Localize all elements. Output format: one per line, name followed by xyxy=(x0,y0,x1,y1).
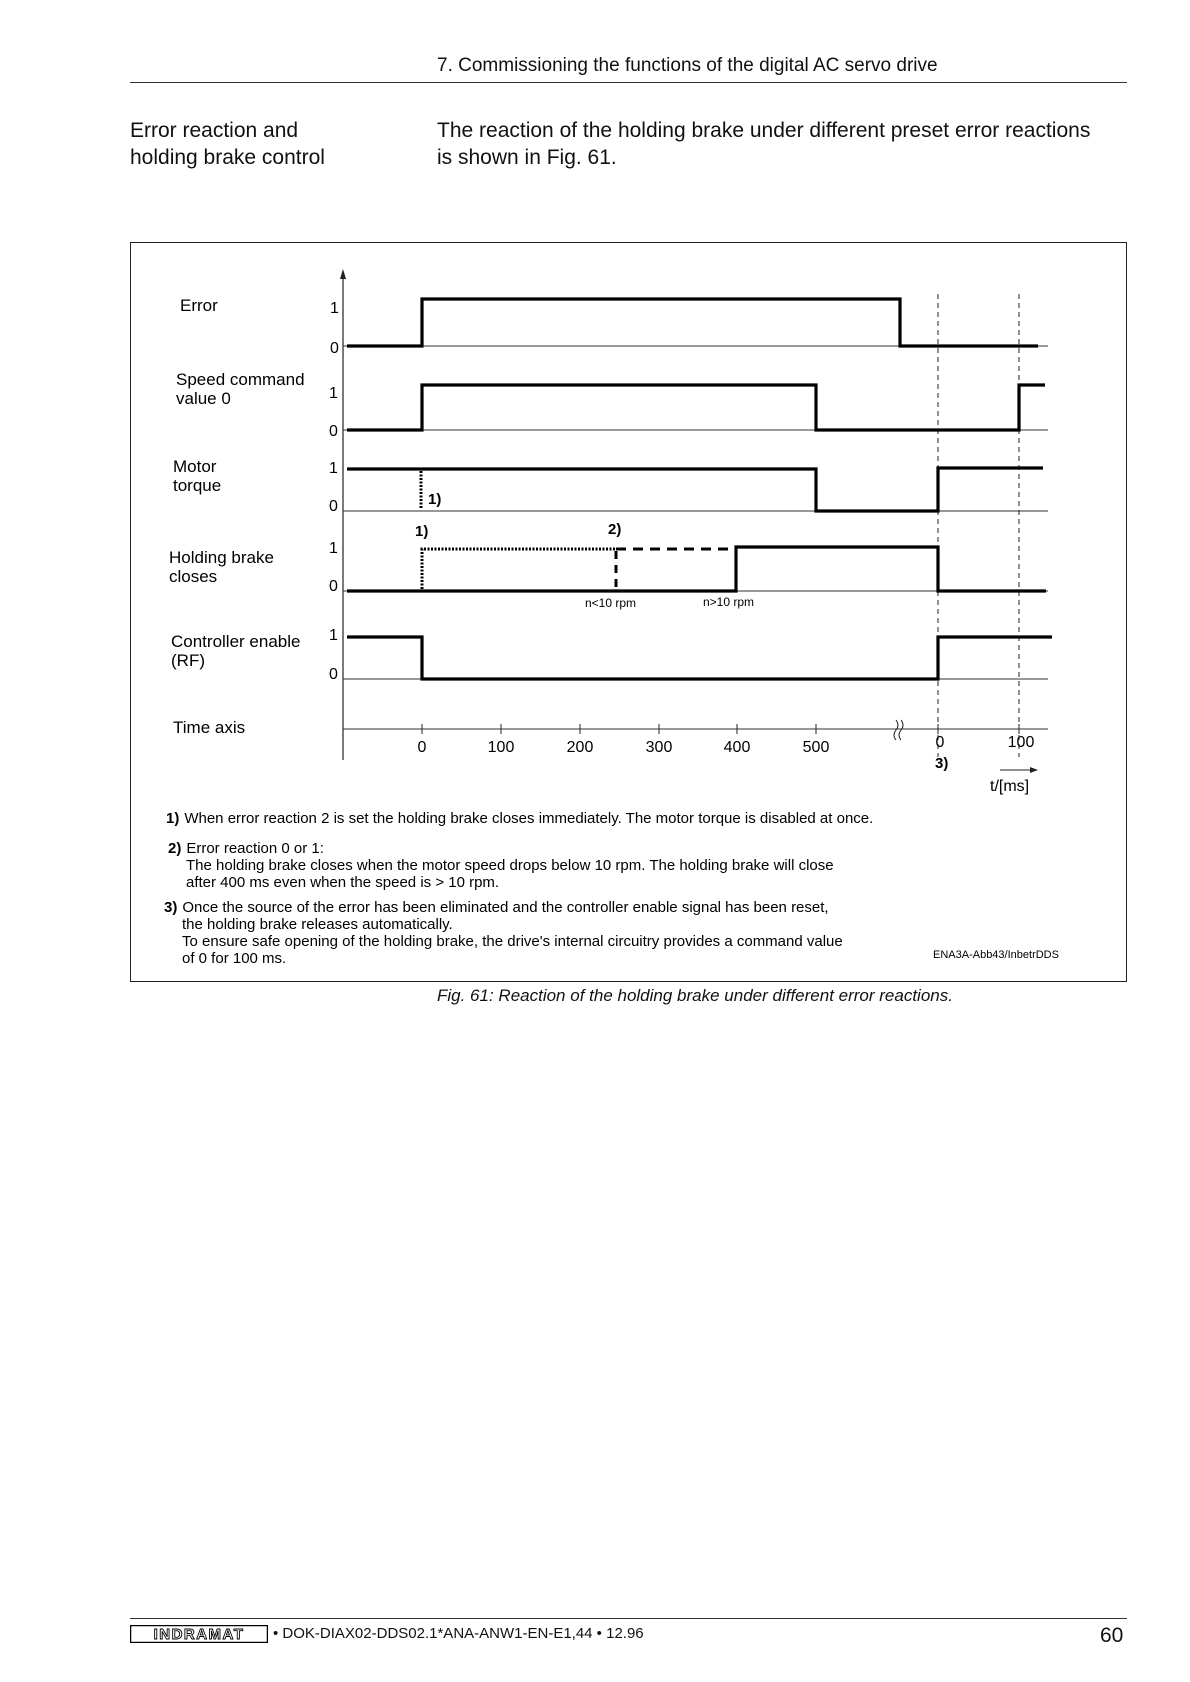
intro-paragraph xyxy=(437,117,1137,171)
signal-motor-torque xyxy=(347,468,1043,511)
level-zero: 0 xyxy=(330,340,339,357)
level-one: 1 xyxy=(329,540,338,557)
drawing-id: ENA3A-Abb43/InbetrDDS xyxy=(933,949,1059,961)
level-zero: 0 xyxy=(329,578,338,595)
intro-line: is shown in Fig. 61. xyxy=(437,146,617,169)
time-axis-label: Time axis xyxy=(173,718,246,737)
signal-controller-enable xyxy=(347,637,1052,679)
axis-break-icon xyxy=(894,720,903,740)
marker-1-brake: 1) xyxy=(415,523,429,540)
row-label-error: Error xyxy=(180,296,218,315)
note-num: 3) xyxy=(164,899,178,916)
speed-label-below: n<10 rpm xyxy=(585,596,637,610)
marker-2-brake: 2) xyxy=(608,521,622,538)
indramat-logo xyxy=(130,1625,268,1643)
level-zero: 0 xyxy=(329,666,338,683)
unit-label: t/[ms] xyxy=(990,778,1030,795)
side-heading-line: holding brake control xyxy=(130,146,325,169)
header-rule xyxy=(130,82,1127,83)
row-label-brake: closes xyxy=(169,567,218,586)
row-label-brake: Holding brake xyxy=(169,548,274,567)
row-label-enable: Controller enable xyxy=(171,632,301,651)
tick-label: 100 xyxy=(487,739,515,756)
page-number: 60 xyxy=(1100,1624,1124,1647)
signal-holding-brake xyxy=(347,547,1046,591)
row-label-speed: Speed command xyxy=(176,370,305,389)
row-label-torque: Motor xyxy=(173,457,217,476)
tick-label: 200 xyxy=(566,739,594,756)
tick-labels xyxy=(418,734,1035,756)
note-line: the holding brake releases automatically. xyxy=(182,916,453,933)
note-1 xyxy=(166,810,873,827)
tick-label: 100 xyxy=(1007,734,1035,751)
timing-diagram xyxy=(130,242,1127,982)
axis-arrow-icon xyxy=(340,269,346,279)
figure-caption: Fig. 61: Reaction of the holding brake under different error reactions. xyxy=(437,986,953,1005)
level-zero: 0 xyxy=(329,423,338,440)
side-heading xyxy=(130,117,410,171)
tick-label: 400 xyxy=(723,739,751,756)
note-2 xyxy=(168,840,324,857)
note-line: Once the source of the error has been eliminated and the controller enable signal has been reset, xyxy=(182,899,829,916)
footnotes xyxy=(164,810,873,967)
speed-label-above: n>10 rpm xyxy=(703,595,755,609)
level-one: 1 xyxy=(329,627,338,644)
tick-label: 500 xyxy=(802,739,830,756)
note-num: 2) xyxy=(168,840,182,857)
signal-speed-command xyxy=(347,385,1045,430)
side-heading-line: Error reaction and xyxy=(130,119,299,142)
footer-rule xyxy=(130,1618,1127,1619)
note-line: of 0 for 100 ms. xyxy=(182,950,287,967)
note-num: 1) xyxy=(166,810,180,827)
logo-text: INDRAMAT xyxy=(153,1626,245,1643)
note-3 xyxy=(164,899,829,916)
level-one: 1 xyxy=(329,385,338,402)
note-line: When error reaction 2 is set the holding brake closes immediately. The motor torque is disabled at once. xyxy=(184,810,874,827)
tick-label: 0 xyxy=(935,734,945,751)
note-line: The holding brake closes when the motor speed drops below 10 rpm. The holding brake will close xyxy=(186,857,834,874)
note-line: To ensure safe opening of the holding brake, the drive's internal circuitry provides a command value xyxy=(182,933,843,950)
brake-reaction-1 xyxy=(422,549,616,589)
signal-error xyxy=(347,299,1038,346)
row-label-enable: (RF) xyxy=(171,651,205,670)
marker-1-torque: 1) xyxy=(428,491,442,508)
level-one: 1 xyxy=(329,460,338,477)
level-one: 1 xyxy=(330,300,339,317)
note-line: after 400 ms even when the speed is > 10 rpm. xyxy=(186,874,500,891)
level-zero: 0 xyxy=(329,498,338,515)
tick-label: 0 xyxy=(417,739,427,756)
tick-label: 300 xyxy=(645,739,673,756)
marker-3: 3) xyxy=(935,755,949,772)
baselines xyxy=(343,346,1048,729)
row-label-speed: value 0 xyxy=(176,389,231,408)
chapter-header: 7. Commissioning the functions of the digital AC servo drive xyxy=(437,55,938,76)
note-line: Error reaction 0 or 1: xyxy=(186,840,324,857)
intro-line: The reaction of the holding brake under different preset error reactions xyxy=(437,119,1091,142)
document-id: • DOK-DIAX02-DDS02.1*ANA-ANW1-EN-E1,44 • 12.96 xyxy=(273,1625,644,1642)
unit-arrow-icon xyxy=(1030,767,1038,773)
row-label-torque: torque xyxy=(173,476,222,495)
